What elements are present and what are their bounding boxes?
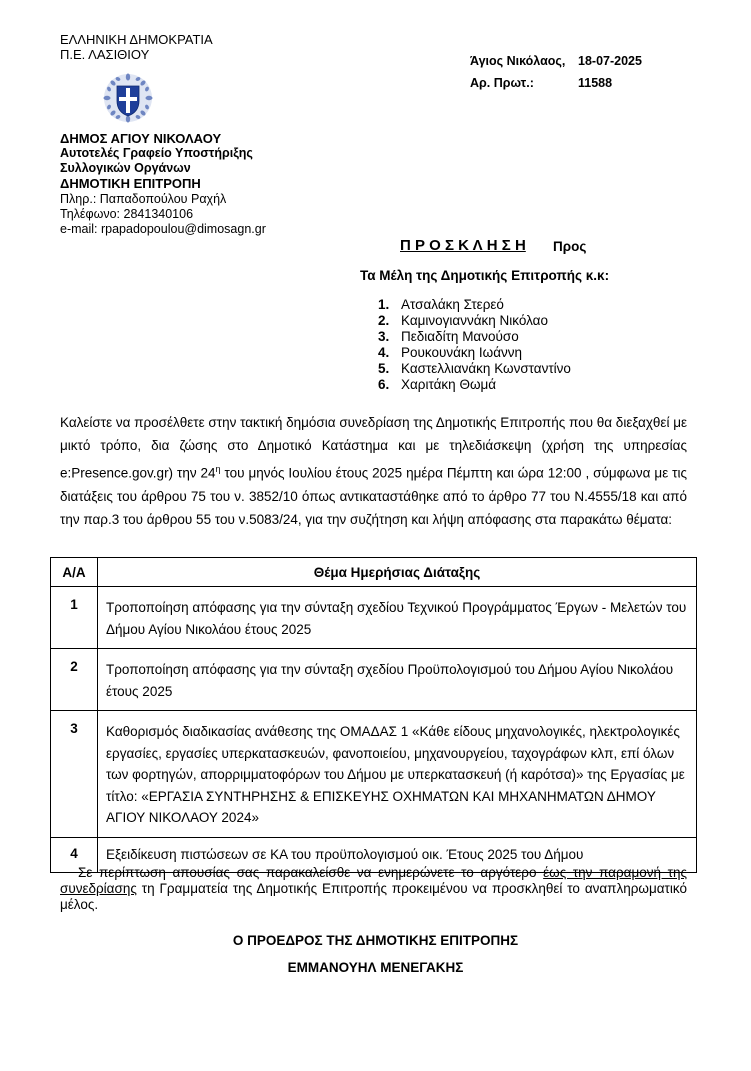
list-item: 5. Καστελλιανάκη Κωνσταντίνο (378, 361, 571, 376)
protocol-number: 11588 (578, 76, 613, 90)
region-line: Π.Ε. ΛΑΣΙΘΙΟΥ (60, 47, 150, 62)
protocol-label: Αρ. Πρωτ.: (470, 76, 534, 90)
item-topic: Καθορισμός διαδικασίας ανάθεσης της ΟΜΑΔΑΣ 1 «Κάθε είδους μηχανολογικές, ηλεκτρολογικές εργασίες, εργασίες υπερκατασκευών, φανοποιείου, μηχανουργείου, ταχογράφων κλπ, επί όλων των φορτηγών, απορριμματοφόρων του Δήμου με υπερκατασκευή (ή καρότσα)» της Εργασίας με τίτλο: «ΕΡΓΑΣΙΑ ΣΥΝΤΗΡΗΣΗΣ & ΕΠΙΣΚΕΥΗΣ ΟΧΗΜΑΤΩΝ ΚΑΙ ΜΗΧΑΝΗΜΑΤΩΝ ΔΗΜΟΥ ΑΓΙΟΥ ΝΙΚΟΛΑΟΥ 2024» (98, 711, 697, 838)
invitation-title: Π Ρ Ο Σ Κ Λ Η Σ Η (400, 237, 526, 254)
invitation-body: Καλείστε να προσέλθετε στην τακτική δημόσια συνεδρίαση της Δημοτικής Επιτροπής που θα διεξαχθεί με μικτό τρόπο, δια ζώσης στο Δημοτικό Κατάστημα και με τηλεδιάσκεψη (χρήση της υπηρεσίας e:Presence.gov.gr) την $24^\eta$ του μηνός Ιουλίου έτους 2025 ημέρα Πέμπτη και ώρα 12:00 , σύμφωνα με τις διατάξεις του άρθρου 75 του ν. 3852/10 όπως αντικαταστάθηκε από το άρθρο 77 του Ν.4555/18 και από την παρ.3 του άρθρου 55 του ν.5083/24, για την συζήτηση και λήψη απόφασης στα παρακάτω θέματα: (60, 415, 687, 528)
signatory-name: ΕΜΜΑΝΟΥΗΛ ΜΕΝΕΓΑΚΗΣ (287, 960, 464, 975)
signatory-role: Ο ΠΡΟΕΔΡΟΣ ΤΗΣ ΔΗΜΟΤΙΚΗΣ ΕΠΙΤΡΟΠΗΣ (232, 933, 519, 948)
contact-person: Πληρ.: Παπαδοπούλου Ραχήλ (60, 192, 227, 206)
recipients-heading: Τα Μέλη της Δημοτικής Επιτροπής κ.κ: (360, 268, 610, 283)
committee-name: ΔΗΜΟΤΙΚΗ ΕΠΙΤΡΟΠΗ (60, 176, 201, 191)
item-number: 1 (51, 587, 98, 649)
contact-email: e-mail: rpapadopoulou@dimosagn.gr (60, 222, 266, 236)
table-row (51, 587, 697, 649)
municipality-name: ΔΗΜΟΣ ΑΓΙΟΥ ΝΙΚΟΛΑΟΥ (60, 131, 222, 146)
greek-coat-of-arms-icon (103, 73, 153, 123)
office-line-1: Αυτοτελές Γραφείο Υποστήριξης (60, 146, 253, 160)
list-item: 6. Χαριτάκη Θωμά (378, 377, 497, 392)
item-topic: Τροποποίηση απόφασης για την σύνταξη σχεδίου Προϋπολογισμού του Δήμου Αγίου Νικολάου έτους 2025 (98, 649, 697, 711)
table-row (51, 711, 697, 838)
document-date: 18-07-2025 (578, 54, 642, 68)
list-item: 2. Καμινογιαννάκη Νικόλαο (378, 313, 548, 328)
country-line: ΕΛΛΗΝΙΚΗ ΔΗΜΟΚΡΑΤΙΑ (60, 32, 213, 47)
office-line-2: Συλλογικών Οργάνων (60, 161, 191, 175)
contact-phone: Τηλέφωνο: 2841340106 (60, 207, 194, 221)
item-number: 4 (51, 837, 98, 872)
item-topic: Εξειδίκευση πιστώσεων σε ΚΑ του προϋπολογισμού οικ. Έτους 2025 του Δήμου (98, 837, 697, 872)
column-header-topic: Θέμα Ημερήσιας Διάταξης (98, 558, 697, 587)
item-number: 3 (51, 711, 98, 838)
table-row (51, 649, 697, 711)
agenda-table (50, 557, 697, 873)
table-header-row (51, 558, 697, 587)
list-item: 1. Ατσαλάκη Στερεό (378, 297, 504, 312)
members-list (378, 297, 571, 393)
list-item: 3. Πεδιαδίτη Μανούσο (378, 329, 519, 344)
absence-note: Σε περίπτωση απουσίας σας παρακαλείσθε να ενημερώνετε το αργότερο έως την παραμονή της συνεδρίασης τη Γραμματεία της Δημοτικής Επιτροπής προκειμένου να προσκληθεί το αναπληρωματικό μέλος. (60, 865, 687, 912)
item-number: 2 (51, 649, 98, 711)
to-label: Προς (553, 239, 587, 254)
place-label: Άγιος Νικόλαος, (470, 54, 566, 68)
list-item: 4. Ρουκουνάκη Ιωάννη (378, 345, 523, 360)
column-header-number: Α/Α (51, 558, 98, 587)
item-topic: Τροποποίηση απόφασης για την σύνταξη σχεδίου Τεχνικού Προγράμματος Έργων - Μελετών του Δήμου Αγίου Νικολάου έτους 2025 (98, 587, 697, 649)
